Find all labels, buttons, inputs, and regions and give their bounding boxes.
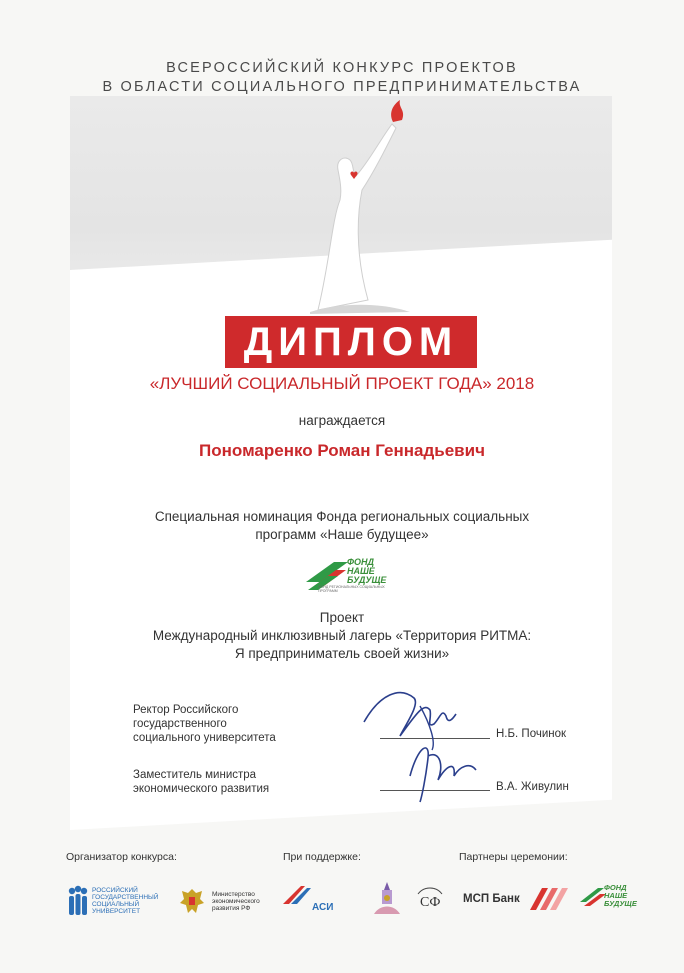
fond-logo-line-3: БУДУЩЕ: [347, 575, 387, 585]
rgsu-line: УНИВЕРСИТЕТ: [92, 908, 141, 915]
minek-line: экономического: [212, 898, 260, 905]
rgsu-line: СОЦИАЛЬНЫЙ: [92, 901, 140, 908]
partners-label: Партнеры церемонии:: [459, 851, 568, 863]
rgsu-logo-icon: [66, 885, 90, 917]
signatory-1-title-line: Ректор Российского: [133, 704, 239, 716]
header-line-1: ВСЕРОССИЙСКИЙ КОНКУРС ПРОЕКТОВ: [166, 60, 518, 76]
signatory-2-title-line: Заместитель министра: [133, 769, 257, 781]
rgsu-line: ГОСУДАРСТВЕННЫЙ: [92, 894, 159, 901]
russian-emblem-icon: [176, 885, 208, 917]
asi-logo-icon: [283, 884, 313, 906]
sf-logo-icon: [414, 884, 446, 914]
project-line-2: Я предприниматель своей жизни»: [234, 646, 450, 661]
support-label: При поддержке:: [283, 851, 361, 863]
nomination-line-2: программ «Наше будущее»: [255, 527, 429, 542]
awarded-label: награждается: [298, 413, 386, 428]
signatory-1-name: Н.Б. Починок: [496, 728, 567, 740]
signatory-1-title-line: социального университета: [133, 732, 276, 744]
header-line-2: В ОБЛАСТИ СОЦИАЛЬНОГО ПРЕДПРИНИМАТЕЛЬСТВА: [102, 79, 582, 95]
rgsu-line: РОССИЙСКИЙ: [92, 887, 138, 894]
signatory-2-title-line: экономического развития: [133, 783, 270, 795]
partner-emblem-icon: [370, 880, 404, 916]
award-figure-icon: [270, 100, 420, 320]
msp-bank-logo-text: МСП Банк: [463, 893, 520, 905]
project-heading: Проект: [319, 610, 365, 625]
signatory-2-name: В.А. Живулин: [496, 781, 569, 793]
award-title: «ЛУЧШИЙ СОЦИАЛЬНЫЙ ПРОЕКТ ГОДА» 2018: [149, 374, 535, 393]
msp-bank-logo-icon: [528, 886, 568, 912]
minek-line: Министерство: [212, 891, 255, 898]
organizer-label: Организатор конкурса:: [66, 851, 177, 863]
minek-logo-text: [212, 891, 260, 912]
fond-logo-text: [347, 558, 397, 585]
diploma-title: ДИПЛОМ: [225, 316, 477, 368]
fond-logo-line-1: ФОНД: [347, 557, 375, 567]
signature-2-icon: [400, 736, 490, 806]
fond-logo-line-2: НАШЕ: [347, 566, 375, 576]
signatory-1-title: [133, 703, 276, 745]
minek-line: развития РФ: [212, 905, 251, 912]
fond-logo-subtitle: ФОНД РЕГИОНАЛЬНЫХ СОЦИАЛЬНЫХ ПРОГРАММ: [318, 585, 385, 593]
recipient-name: Пономаренко Роман Геннадьевич: [199, 441, 485, 460]
rgsu-logo-text: [92, 887, 158, 915]
fond-partner-logo-text: ФОНД НАШЕ БУДУЩЕ: [604, 883, 637, 908]
signatory-2-title: [133, 768, 269, 796]
signatory-1-title-line: государственного: [133, 718, 227, 730]
svg-text:СФ: СФ: [420, 895, 441, 910]
project-line-1: Международный инклюзивный лагерь «Территория РИТМА:: [152, 628, 532, 643]
nomination-line-1: Специальная номинация Фонда региональных социальных: [154, 509, 530, 524]
asi-logo-text: АСИ: [312, 902, 334, 913]
